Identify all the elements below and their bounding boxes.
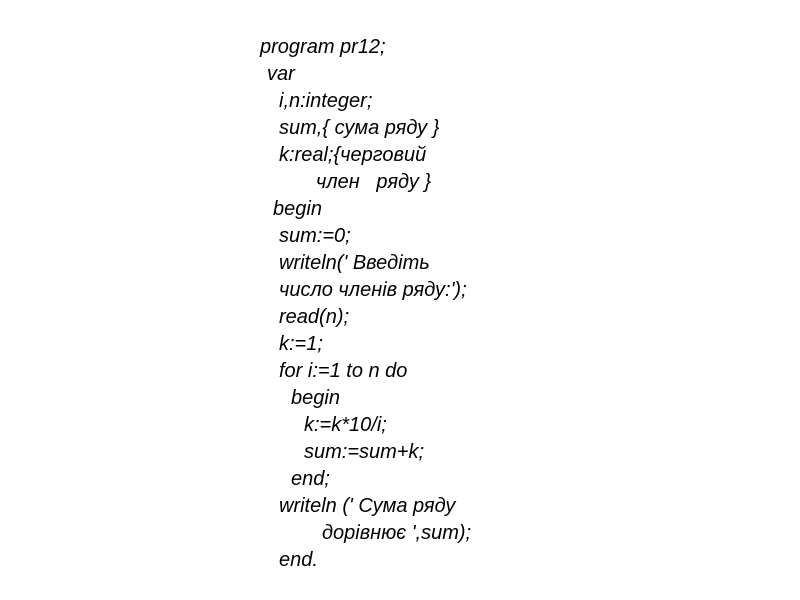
code-line-18: writeln (' Сума ряду [279,495,456,517]
code-line-17: end; [291,468,330,490]
code-line-1: program pr12; [260,36,386,58]
code-line-7: begin [273,198,322,220]
code-line-13: for i:=1 to n do [279,360,408,382]
code-line-15: k:=k*10/i; [304,414,387,436]
code-line-4: sum,{ сума ряду } [279,117,440,139]
code-line-16: sum:=sum+k; [304,441,425,463]
code-line-11: read(n); [279,306,350,328]
code-line-3: i,n:integer; [279,90,373,112]
code-line-9: writeln(' Введіть [279,252,430,274]
pascal-code-block [0,34,800,574]
code-line-6: член ряду } [316,171,432,193]
code-line-12: k:=1; [279,333,323,355]
code-line-5: k:real;{черговий [279,144,427,166]
code-line-10: число членів ряду:'); [279,279,467,301]
code-line-2: var [267,63,295,85]
code-line-20: end. [279,549,318,571]
code-line-19: дорівнює ',sum); [322,522,472,544]
code-line-14: begin [291,387,340,409]
code-line-8: sum:=0; [279,225,351,247]
